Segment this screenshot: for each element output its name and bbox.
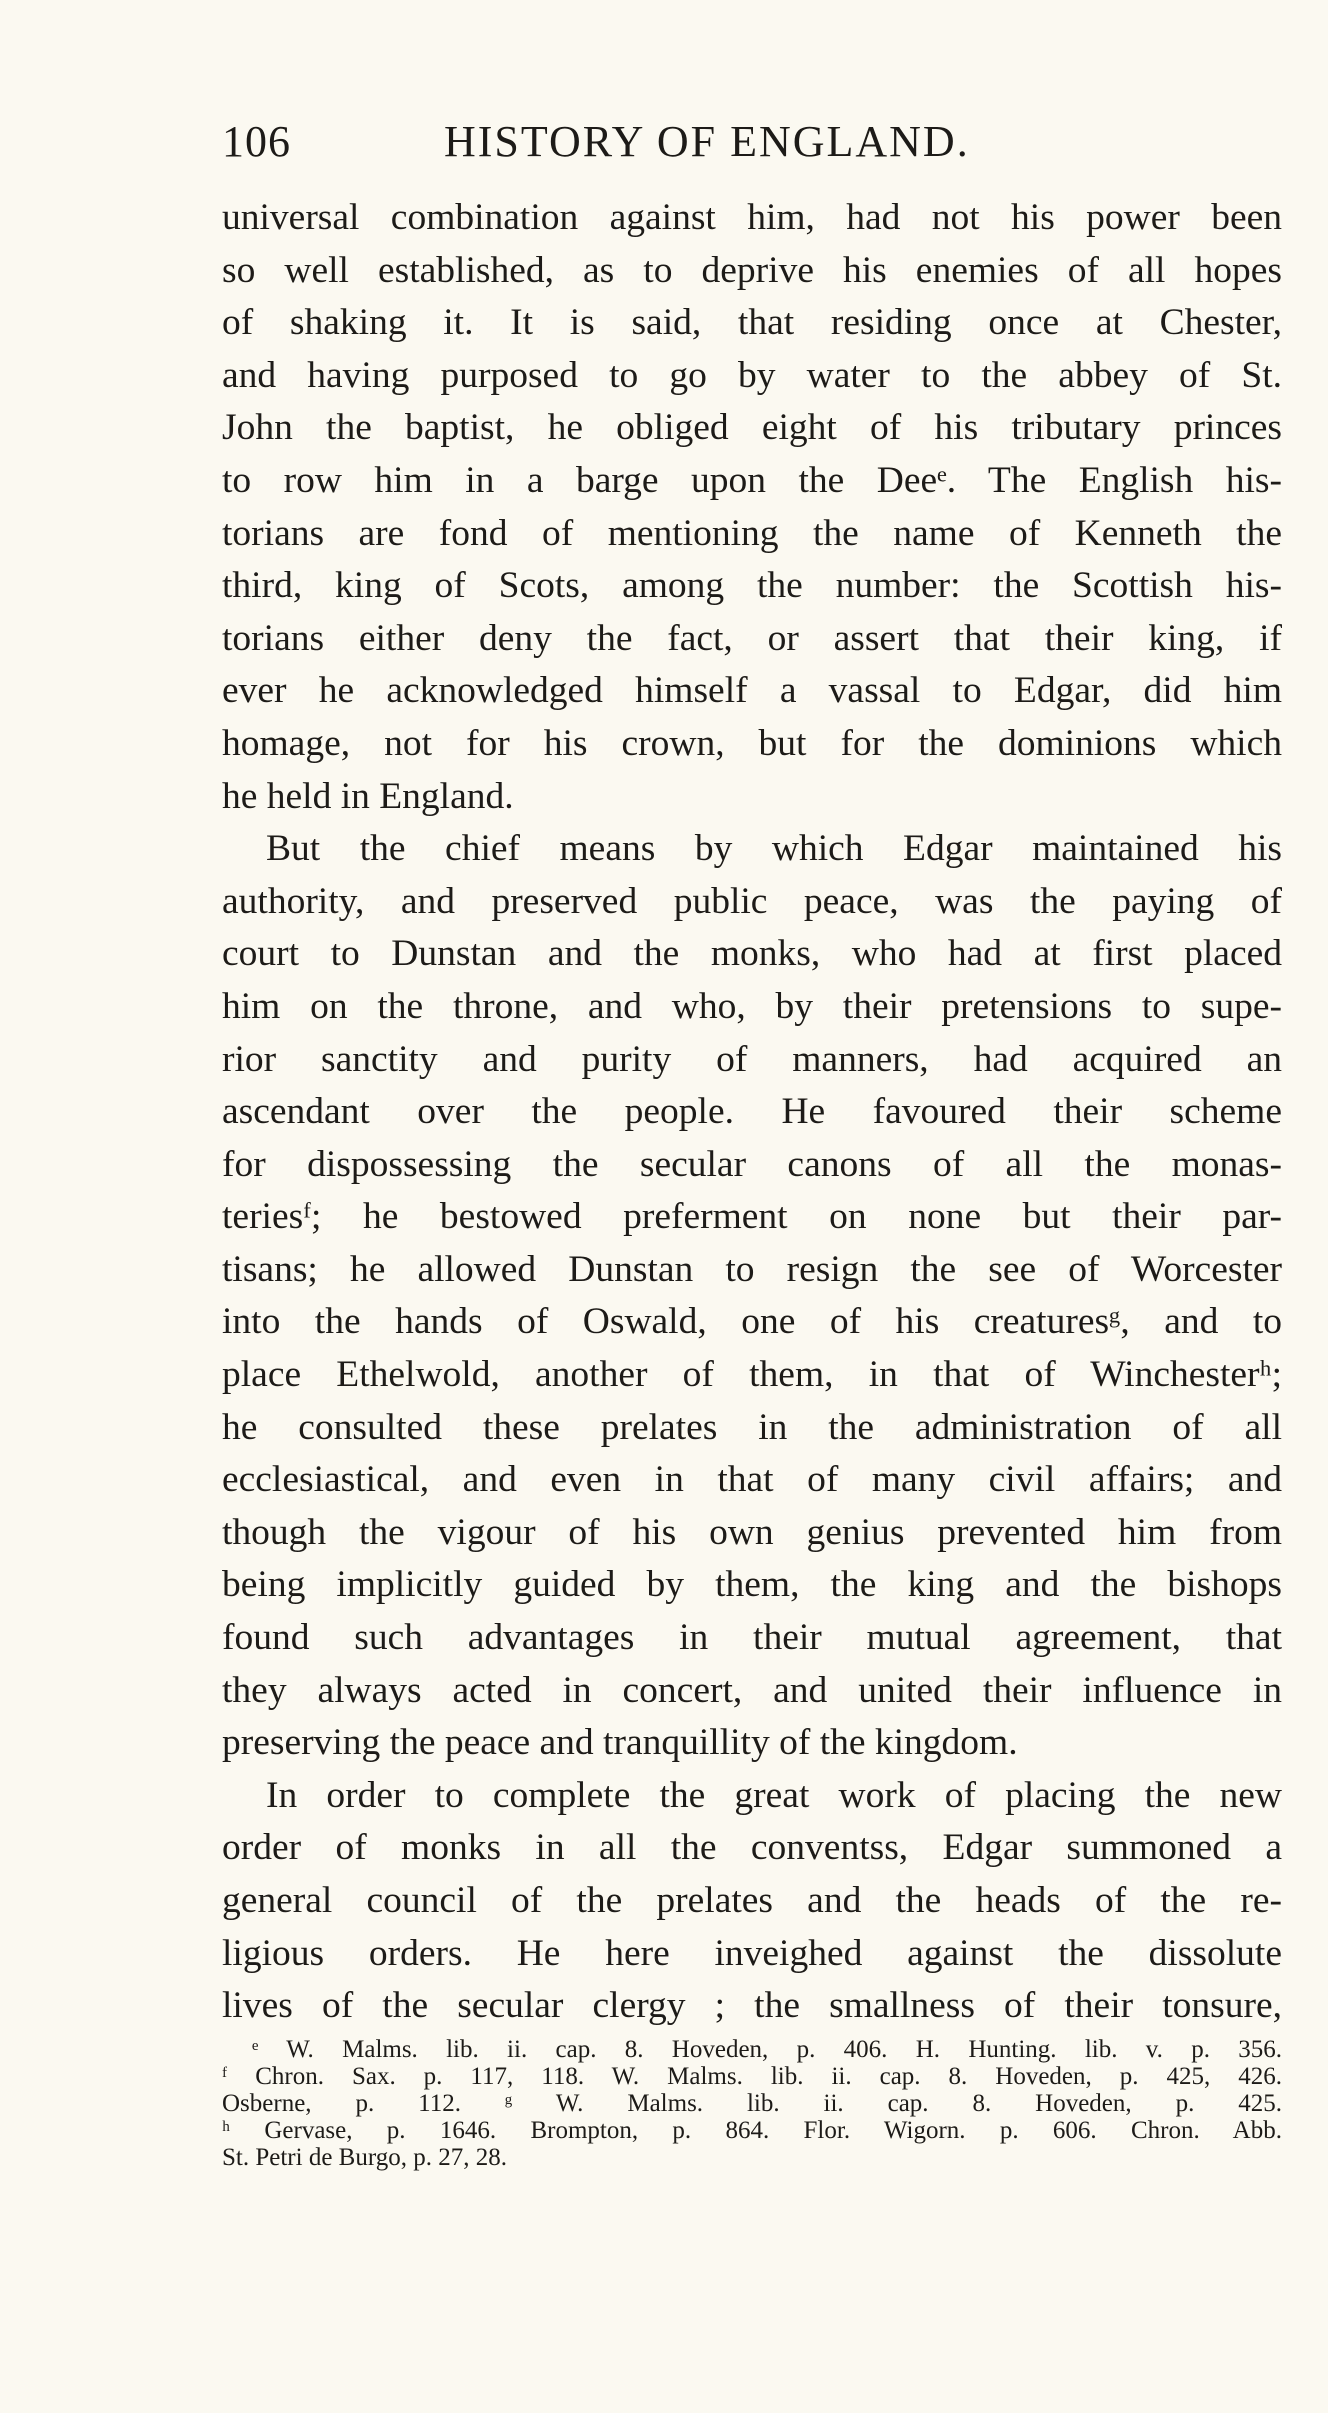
text-line: order of monks in all the conventss, Edgar summoned a: [222, 1827, 1282, 1869]
text-line: found such advantages in their mutual agreement, that: [222, 1617, 1282, 1659]
footnote-line: Osberne, p. 112. ᵍ W. Malms. lib. ii. cap. 8. Hoveden, p. 425.: [222, 2090, 1282, 2117]
body-text: [222, 192, 1282, 2033]
text-line: preserving the peace and tranquillity of the kingdom.: [222, 1722, 1018, 1764]
text-line: general council of the prelates and the heads of the re-: [222, 1880, 1282, 1921]
text-line: court to Dunstan and the monks, who had at first placed: [222, 933, 1282, 975]
text-line: authority, and preserved public peace, was the paying of: [222, 880, 1282, 922]
text-line: homage, not for his crown, but for the dominions which: [222, 722, 1282, 764]
text-line: torians are fond of mentioning the name of Kenneth the: [222, 512, 1282, 554]
text-line: and having purposed to go by water to the abbey of St.: [222, 354, 1282, 396]
text-line: lives of the secular clergy ; the smallness of their tonsure,: [222, 1985, 1282, 2027]
text-line: into the hands of Oswald, one of his creaturesᵍ, and to: [222, 1301, 1282, 1343]
running-head: [222, 112, 1280, 172]
text-line: they always acted in concert, and united their influence in: [222, 1669, 1282, 1711]
text-line: being implicitly guided by them, the king and the bishops: [222, 1564, 1282, 1606]
footnote-line: ᶠ Chron. Sax. p. 117, 118. W. Malms. lib. ii. cap. 8. Hoveden, p. 425, 426.: [222, 2063, 1282, 2090]
text-line: though the vigour of his own genius prevented him from: [222, 1511, 1282, 1553]
text-line: ligious orders. He here inveighed against the dissolute: [222, 1932, 1282, 1974]
footnote-line: ʰ Gervase, p. 1646. Brompton, p. 864. Flor. Wigorn. p. 606. Chron. Abb.: [222, 2117, 1282, 2144]
text-line: teriesᶠ; he bestowed preferment on none but their par-: [222, 1196, 1282, 1238]
text-line: so well established, as to deprive his enemies of all hopes: [222, 249, 1282, 291]
paragraph-start-line: But the chief means by which Edgar maintained his: [266, 828, 1282, 870]
text-line: ascendant over the people. He favoured their scheme: [222, 1091, 1282, 1133]
page-number: 106: [222, 117, 291, 166]
text-line: he held in England.: [222, 775, 514, 817]
running-title: HISTORY OF ENGLAND.: [444, 117, 970, 166]
text-line: he consulted these prelates in the administration of all: [222, 1406, 1282, 1448]
text-line: to row him in a barge upon the Deeᵉ. The English his-: [222, 459, 1282, 501]
footnote-line: St. Petri de Burgo, p. 27, 28.: [222, 2144, 507, 2171]
text-line: rior sanctity and purity of manners, had acquired an: [222, 1038, 1282, 1080]
text-line: third, king of Scots, among the number: the Scottish his-: [222, 565, 1282, 607]
text-line: of shaking it. It is said, that residing once at Chester,: [222, 302, 1282, 344]
text-line: ecclesiastical, and even in that of many civil affairs; and: [222, 1459, 1282, 1501]
text-line: tisans; he allowed Dunstan to resign the see of Worcester: [222, 1248, 1282, 1290]
text-line: for dispossessing the secular canons of all the monas-: [222, 1143, 1282, 1185]
text-line: him on the throne, and who, by their pretensions to supe-: [222, 985, 1282, 1027]
footnote-line: ᵉ W. Malms. lib. ii. cap. 8. Hoveden, p. 406. H. Hunting. lib. v. p. 356.: [252, 2036, 1282, 2063]
text-line: John the baptist, he obliged eight of his tributary princes: [222, 407, 1282, 449]
text-line: universal combination against him, had not his power been: [222, 197, 1282, 238]
text-line: place Ethelwold, another of them, in that of Winchesterʰ;: [222, 1354, 1282, 1396]
text-line: torians either deny the fact, or assert that their king, if: [222, 617, 1282, 659]
footnotes: [222, 2036, 1282, 2171]
paragraph-start-line: In order to complete the great work of placing the new: [266, 1774, 1282, 1816]
text-line: ever he acknowledged himself a vassal to Edgar, did him: [222, 670, 1282, 712]
